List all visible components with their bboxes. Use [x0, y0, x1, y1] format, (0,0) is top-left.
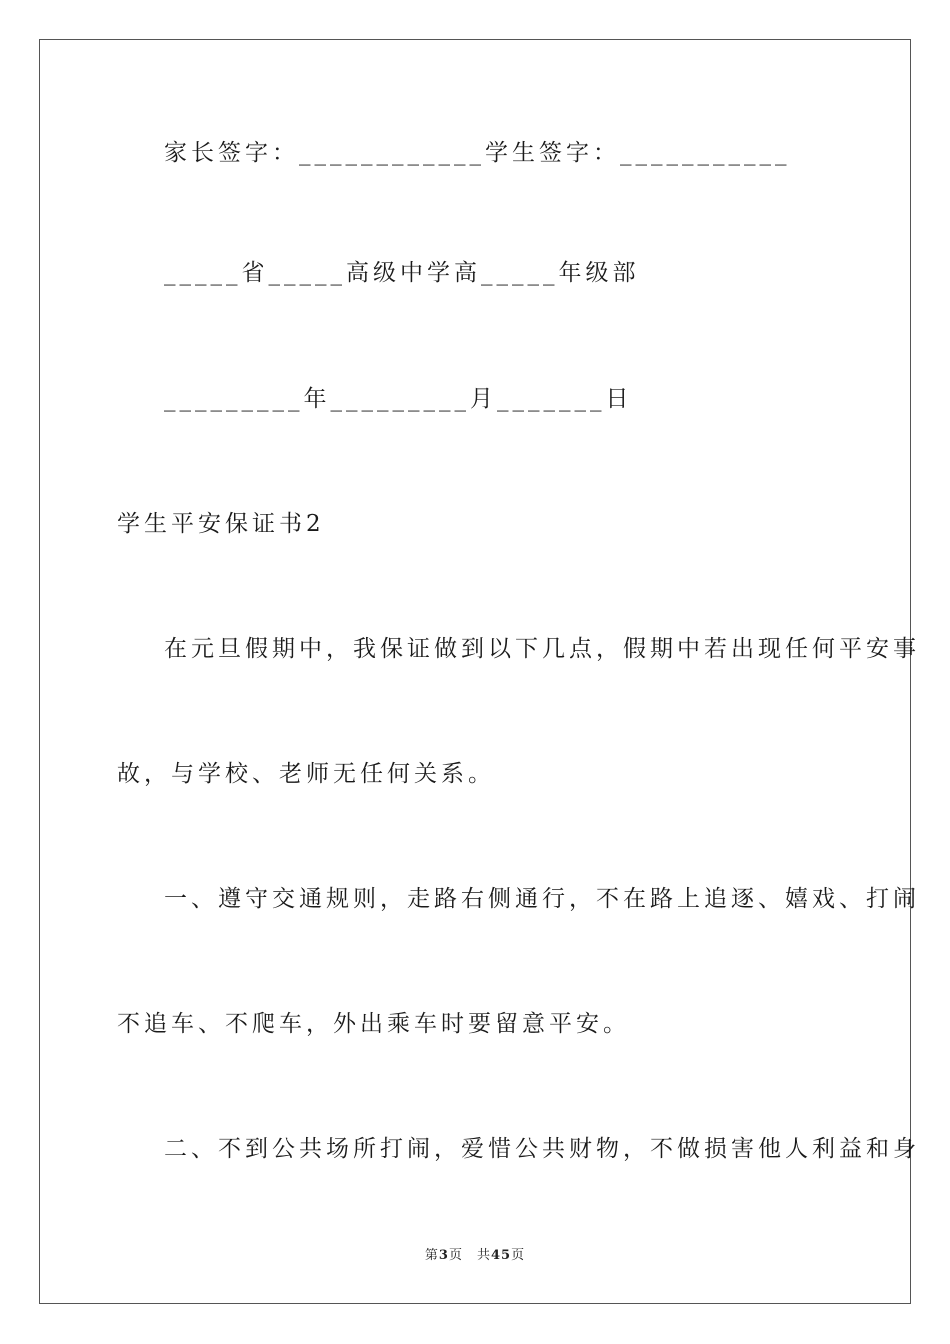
paragraph-line: 一、遵守交通规则，走路右侧通行，不在路上追逐、嬉戏、打闹	[164, 886, 920, 912]
signature-line: 家长签字：____________学生签字：___________	[164, 140, 791, 166]
paragraph-line: 故，与学校、老师无任何关系。	[117, 761, 495, 787]
total-prefix: 共	[476, 1248, 491, 1263]
paragraph-line: 在元旦假期中，我保证做到以下几点，假期中若出现任何平安事	[164, 636, 920, 662]
date-line: _________年_________月_______日	[164, 386, 633, 412]
page-suffix: 页	[448, 1248, 463, 1263]
paragraph-line: 二、不到公共场所打闹，爱惜公共财物，不做损害他人利益和身	[164, 1136, 920, 1162]
page-current: 3	[438, 1248, 449, 1263]
page-prefix: 第	[424, 1248, 439, 1263]
total-pages: 45	[490, 1248, 512, 1263]
school-line: _____省_____高级中学高_____年级部	[164, 260, 640, 286]
total-suffix: 页	[511, 1248, 526, 1263]
section-title: 学生平安保证书2	[117, 511, 325, 537]
page-border	[39, 39, 911, 1304]
paragraph-line: 不追车、不爬车，外出乘车时要留意平安。	[117, 1011, 630, 1037]
page-footer	[0, 1244, 950, 1263]
